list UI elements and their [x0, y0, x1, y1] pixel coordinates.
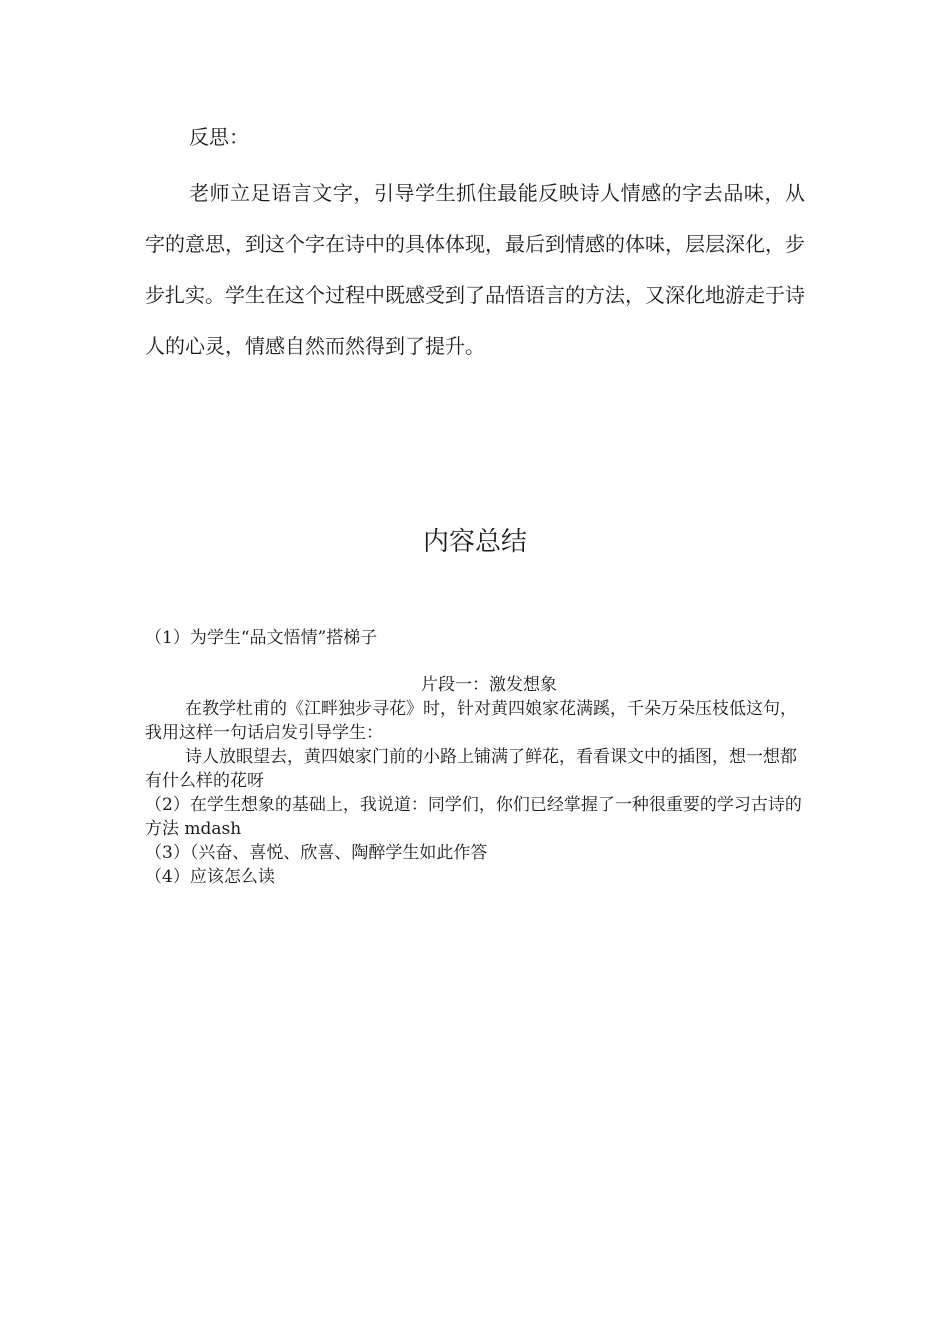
fragment-title: 片段一：激发想象 — [421, 675, 557, 695]
summary-section — [145, 626, 805, 889]
summary-item-4: （4）应该怎么读 — [145, 867, 275, 887]
summary-paragraph-2: 诗人放眼望去，黄四娘家门前的小路上铺满了鲜花，看看课文中的插图，想一想都有什么样的花呀 — [145, 747, 797, 791]
summary-item-3: （3）（兴奋、喜悦、欣喜、陶醉学生如此作答 — [145, 843, 488, 863]
summary-item-2: （2）在学生想象的基础上，我说道：同学们，你们已经掌握了一种很重要的学习古诗的方法 mdash — [145, 795, 802, 839]
summary-paragraph-1: 在教学杜甫的《江畔独步寻花》时，针对黄四娘家花满蹊，千朵万朵压枝低这句，我用这样一句话启发引导学生： — [145, 699, 797, 743]
summary-item-1: （1）为学生“品文悟情”搭梯子 — [145, 628, 378, 648]
reflection-heading: 反思： — [189, 125, 249, 149]
reflection-section — [145, 118, 805, 372]
reflection-body: 老师立足语言文字，引导学生抓住最能反映诗人情感的字去品味，从字的意思，到这个字在诗中的具体体现，最后到情感的体味，层层深化，步步扎实。学生在这个过程中既感受到了品悟语言的方法，又深化地游走于诗人的心灵，情感自然而然得到了提升。 — [145, 181, 805, 358]
summary-title: 内容总结 — [422, 527, 527, 557]
